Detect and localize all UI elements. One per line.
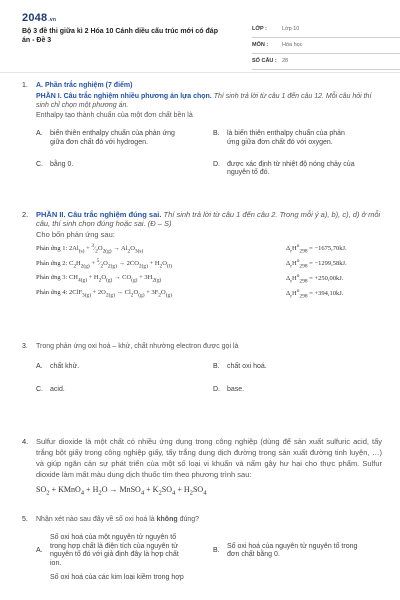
reaction-3: Phản ứng 3: $CH_{4(g)} + H_2O_{(g)} \to CO_{(g)} + 3H_{2(g)}$ $\Delta_rH^o_{298} = +250,00kJ$.	[36, 272, 344, 284]
question-1	[22, 82, 382, 178]
question-number: 1.	[22, 82, 28, 89]
document-header	[22, 10, 382, 65]
question-stem: Sulfur dioxide là một chất có nhiều ứng dụng trong công nghiệp (dùng để sản xuất sulfuric acid, tẩy trắng bột giấy trong công nghiệp giấy, tẩy trắng dung dịch đường trong sản xuất đường tinh luyện, …) và giúp ngăn cản sự phát triển của một số loại vi khuẩn và nấm gây hư hại cho thực phẩm. Sulfur dioxide làm mất màu dung dịch thuốc tím theo phương trình sau:	[36, 437, 382, 479]
part-instruction: PHẦN II. Câu trắc nghiệm đúng sai. Thí sinh trả lời từ câu 1 đến câu 2. Trong mỗi ý a), b), c), d) ở mỗi câu, thí sinh chọn đúng hoặc sai. (Đ – S)	[36, 210, 381, 229]
option-a[interactable]: A. chất khử.	[36, 362, 80, 370]
part-instruction: PHẦN I. Câu trắc nghiệm nhiều phương án lựa chọn. Thí sinh trả lời từ câu 1 đến câu 12. Mỗi câu hỏi thí sinh chỉ chọn một phương án.	[36, 92, 372, 109]
question-number: 3.	[22, 343, 28, 350]
question-stem: Trong phản ứng oxi hoá – khử, chất nhường electron được gọi là	[36, 343, 239, 350]
question-5	[22, 516, 382, 583]
option-a[interactable]: A. Số oxi hoá của một nguyên tử nguyên tố trong hợp chất là điện tích của nguyên tử nguyên tố đó với giả định đây là hợp chất ion.	[36, 533, 179, 567]
question-number: 2.	[22, 210, 29, 219]
site-logo[interactable]: 2048.vn	[22, 12, 57, 24]
option-b[interactable]: B. là biến thiên enthalpy chuẩn của phản ứng giữa đơn chất đó với oxygen.	[213, 130, 345, 146]
question-number: 4.	[22, 437, 29, 446]
option-d[interactable]: D. được xác định từ nhiệt độ nóng chảy của nguyên tố đó.	[213, 160, 355, 177]
question-stem: Nhận xét nào sau đây về số oxi hoá là không đúng?	[36, 516, 200, 523]
reaction-1: Phản ứng 1: $2Al_{(s)}$ + $^3⁄_2O_{2(g)} \to Al_2O_{3(s)}$ $\Delta_rH^o_{298} = -1675,70kJ$.	[36, 242, 347, 254]
info-row-count: SỐ CÂU : 28	[252, 54, 400, 70]
info-row-class: LỚP : Lớp 10	[252, 22, 400, 38]
option-c[interactable]: C. acid.	[36, 385, 65, 393]
document-title: Bộ 3 đề thi giữa kì 2 Hóa 10 Cánh diều cấu trúc mới có đáp án - Đề 3	[22, 28, 218, 45]
question-stem: Enthalpy tạo thành chuẩn của một đơn chất bền là	[36, 112, 193, 120]
info-row-subject: MÔN : Hóa học	[252, 38, 400, 54]
section-heading: A. Phần trắc nghiệm (7 điểm)	[36, 82, 133, 89]
option-d[interactable]: D. base.	[213, 385, 245, 393]
reaction-list	[36, 241, 382, 301]
option-c[interactable]: Số oxi hoá của các kim loại kiềm trong hợp	[50, 573, 184, 581]
reaction-4: Phản ứng 4: $2ClF_{3(g)} + 2O_{2(g)} \to Cl_2O_{(g)} + 3F_2O_{(g)}$ $\Delta_rH^o_{298} = +394,10kJ$.	[36, 287, 344, 299]
option-a[interactable]: A. biến thiên enthalpy chuẩn của phản ứng giữa đơn chất đó với hydrogen.	[36, 130, 175, 146]
chemical-equation: $SO_2$ + KMnO$_4$ + $H_2O$ → MnSO$_4$ + $K_2SO_4 + H_2SO_4$	[36, 484, 207, 497]
question-4	[22, 437, 382, 498]
question-3	[22, 343, 382, 394]
question-2	[22, 210, 382, 301]
reaction-2: Phản ứng 2: $C_2H_{2(g)}$ + $^5⁄_2O_{2(g)} \to 2CO_{2(g)} + H_2O_{(l)}$ $\Delta_rH^o_{298} = -1299,58kJ$.	[36, 257, 347, 269]
question-number: 5.	[22, 516, 28, 523]
question-stem: Cho bốn phản ứng sau:	[36, 229, 115, 239]
header-divider	[0, 72, 400, 73]
option-b[interactable]: B. Số oxi hoá của nguyên tử nguyên tố trong đơn chất bằng 0.	[213, 542, 358, 559]
option-b[interactable]: B. chất oxi hoá.	[213, 362, 267, 370]
document-info	[252, 22, 400, 70]
option-c[interactable]: C. bằng 0.	[36, 160, 74, 168]
